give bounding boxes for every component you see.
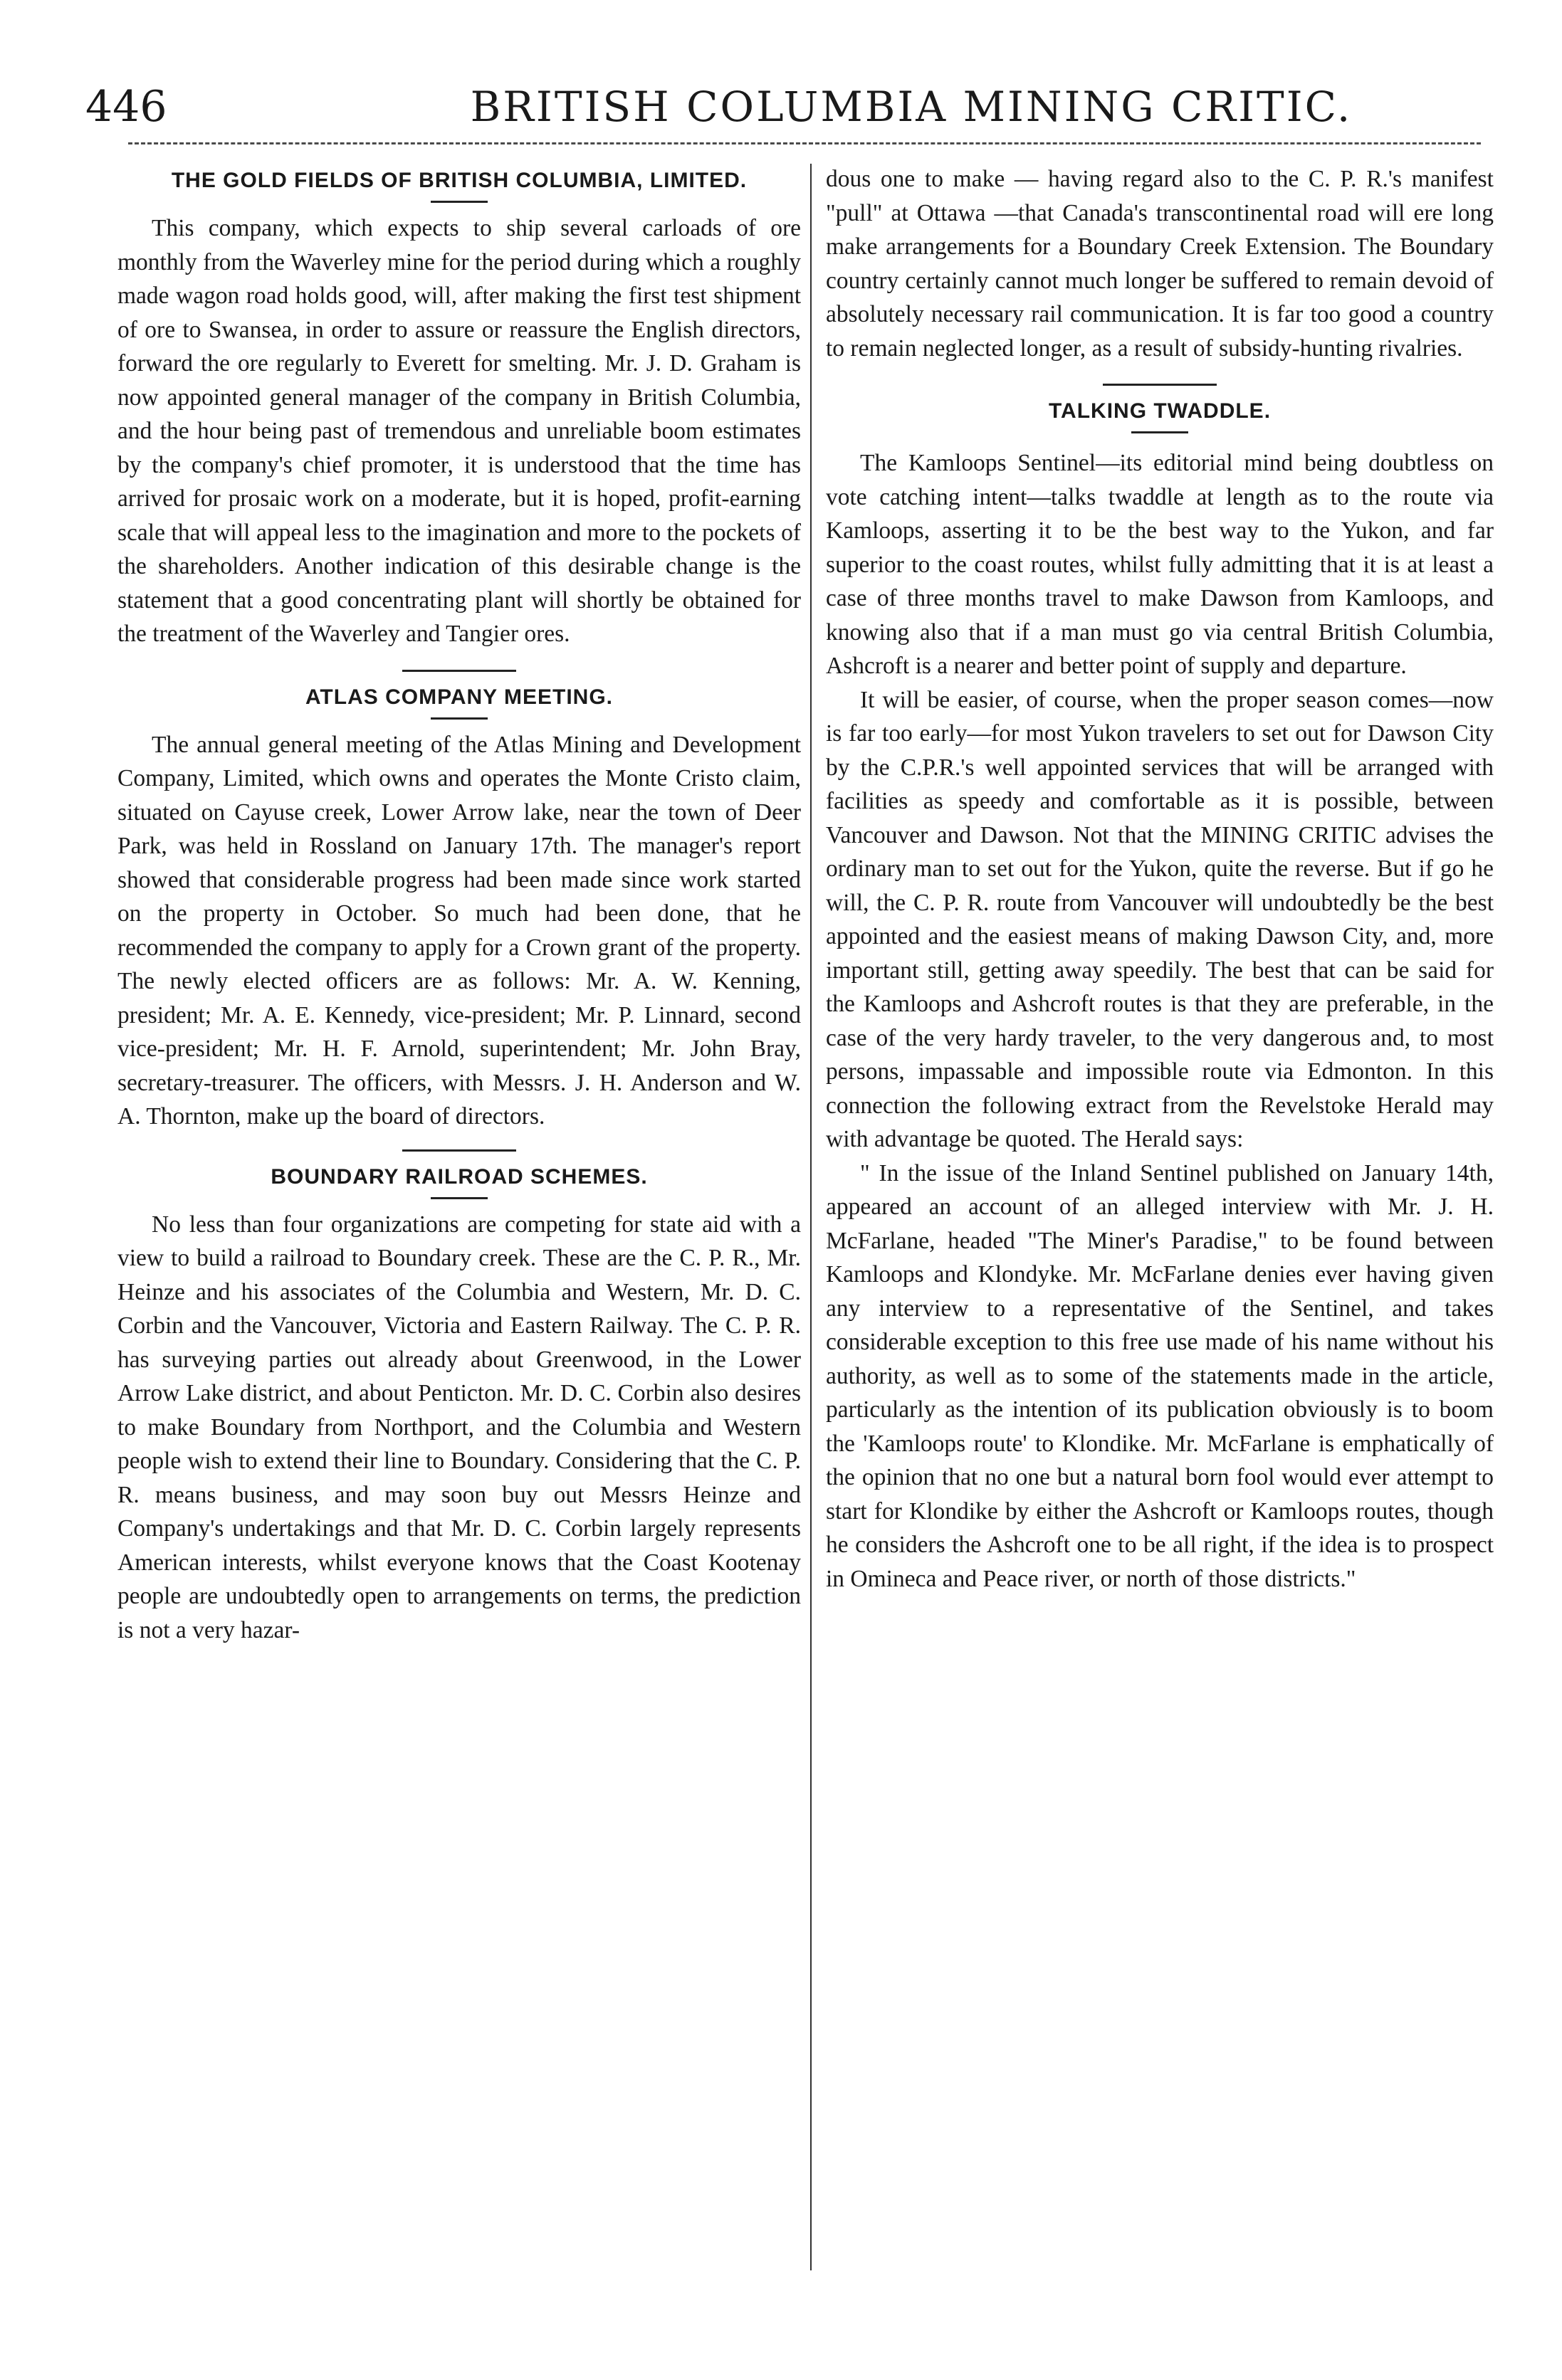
left-column	[117, 162, 801, 1647]
column-divider	[810, 164, 812, 2270]
paragraph: It will be easier, of course, when the proper season comes—now is far too early—for most Yukon travelers to set out for Dawson City by the C.P.R.'s well appointed services that will be arranged with facilities as speedy and comfortable as it is possible, between Vancouver and Dawson. Not that the MINING CRITIC advises the ordinary man to set out for the Yukon, quite the reverse. But if go he will, the C. P. R. route from Vancouver will undoubtedly be the best appointed and the easiest means of making Dawson City, and, more important still, getting away speedily. The best that can be said for the Kamloops and Ashcroft routes is that they are preferable, in the case of the very hardy traveler, to the very dangerous and, to most persons, impassable and impossible route via Edmonton. In this connection the following extract from the Revelstoke Herald may with advantage be quoted. The Herald says:	[826, 686, 1494, 1152]
page-header	[85, 78, 1481, 135]
headline-rule	[431, 717, 488, 720]
section-divider	[1103, 384, 1217, 386]
paragraph: This company, which expects to ship several carloads of ore monthly from the Waverley mine for the period during which a roughly made wagon road holds good, will, after making the first test shipment of ore to Swansea, in order to assure or reassure the English directors, forward the ore regularly to Everett for smelting. Mr. J. D. Graham is now appointed general manager of the company in British Columbia, and the hour being past of tremendous and unreliable boom estimates by the company's chief promoter, it is understood that the time has arrived for prosaic work on a moderate, but it is hoped, profit-earning scale that will appeal less to the imagination and more to the pockets of the shareholders. Another indication of this desirable change is the statement that a good concentrating plant will shortly be obtained for the treatment of the Waverley and Tangier ores.	[117, 215, 801, 647]
headline-boundary-railroad: BOUNDARY RAILROAD SCHEMES.	[271, 1164, 648, 1189]
article-boundary-continuation	[826, 162, 1494, 365]
headline-gold-fields: THE GOLD FIELDS OF BRITISH COLUMBIA, LIMITED.	[171, 169, 748, 192]
article-talking-twaddle	[826, 397, 1494, 1596]
headline-rule	[431, 201, 488, 203]
article-boundary-railroad	[117, 1163, 801, 1648]
section-divider	[402, 1149, 516, 1152]
headline-atlas-meeting: ATLAS COMPANY MEETING.	[305, 685, 613, 709]
headline-rule	[1131, 431, 1188, 433]
headline-rule	[431, 1197, 488, 1199]
article-atlas-meeting	[117, 683, 801, 1134]
page-number: 446	[85, 82, 167, 132]
paragraph-continuation: dous one to make — having regard also to the C. P. R.'s manifest "pull" at Ottawa —that Canada's transcontinental road will ere long make arrangements for a Boundary Creek Extension. The Boundary country certainly cannot much longer be suffered to remain devoid of absolutely necessary rail communication. It is far too good a country to remain neglected longer, as a result of subsidy-hunting rivalries.	[826, 166, 1494, 362]
running-title: BRITISH COLUMBIA MINING CRITIC.	[470, 83, 1353, 131]
right-column	[826, 162, 1494, 1596]
section-divider	[402, 670, 516, 672]
article-gold-fields	[117, 167, 801, 651]
paragraph-quotation: " In the issue of the Inland Sentinel published on January 14th, appeared an account of an alleged interview with Mr. J. H. McFarlane, headed "The Miner's Paradise," to be found between Kamloops and Klondyke. Mr. McFarlane denies ever having given any interview to a representative of the Sentinel, and takes considerable exception to this free use made of his name without his authority, as well as to some of the statements made in the article, particularly as the intention of its publication obviously is to boom the 'Kamloops route' to Klondike. Mr. McFarlane is emphatically of the opinion that no one but a natural born fool would ever attempt to start for Klondike by either the Ashcroft or Kamloops routes, though he considers the Ashcroft one to be all right, if the idea is to prospect in Omineca and Peace river, or north of those districts."	[826, 1159, 1494, 1592]
paragraph: The annual general meeting of the Atlas Mining and Development Company, Limited, which owns and operates the Monte Cristo claim, situated on Cayuse creek, Lower Arrow lake, near the town of Deer Park, was held in Rossland on January 17th. The manager's report showed that considerable progress had been made since work started on the property in October. So much had been done, that he recommended the company to apply for a Crown grant of the property. The newly elected officers are as follows: Mr. A. W. Kenning, president; Mr. A. E. Kennedy, vice-president; Mr. P. Linnard, second vice-president; Mr. H. F. Arnold, superintendent; Mr. John Bray, secretary-treasurer. The officers, with Messrs. J. H. Anderson and W. A. Thornton, make up the board of directors.	[117, 731, 801, 1130]
headline-talking-twaddle: TALKING TWADDLE.	[1048, 399, 1272, 423]
header-rule	[128, 142, 1481, 144]
paragraph: No less than four organizations are competing for state aid with a view to build a railroad to Boundary creek. These are the C. P. R., Mr. Heinze and his associates of the Columbia and Western, Mr. D. C. Corbin and the Vancouver, Victoria and Eastern Railway. The C. P. R. has surveying parties out already about Greenwood, in the Lower Arrow Lake district, and about Penticton. Mr. D. C. Corbin also desires to make Boundary from Northport, and the Columbia and Western people wish to extend their line to Boundary. Considering that the C. P. R. means business, and may soon buy out Messrs Heinze and Company's undertakings and that Mr. D. C. Corbin largely represents American interests, whilst everyone knows that the Coast Kootenay people are undoubtedly open to arrangements on terms, the prediction is not a very hazar-	[117, 1211, 801, 1643]
paragraph: The Kamloops Sentinel—its editorial mind being doubtless on vote catching intent—talks twaddle at length as to the route via Kamloops, asserting it to be the best way to the Yukon, and far superior to the coast routes, whilst fully admitting that it is at least a case of three months travel to make Dawson from Kamloops, and knowing also that if a man must go via central British Columbia, Ashcroft is a nearer and better point of supply and departure.	[826, 450, 1494, 679]
